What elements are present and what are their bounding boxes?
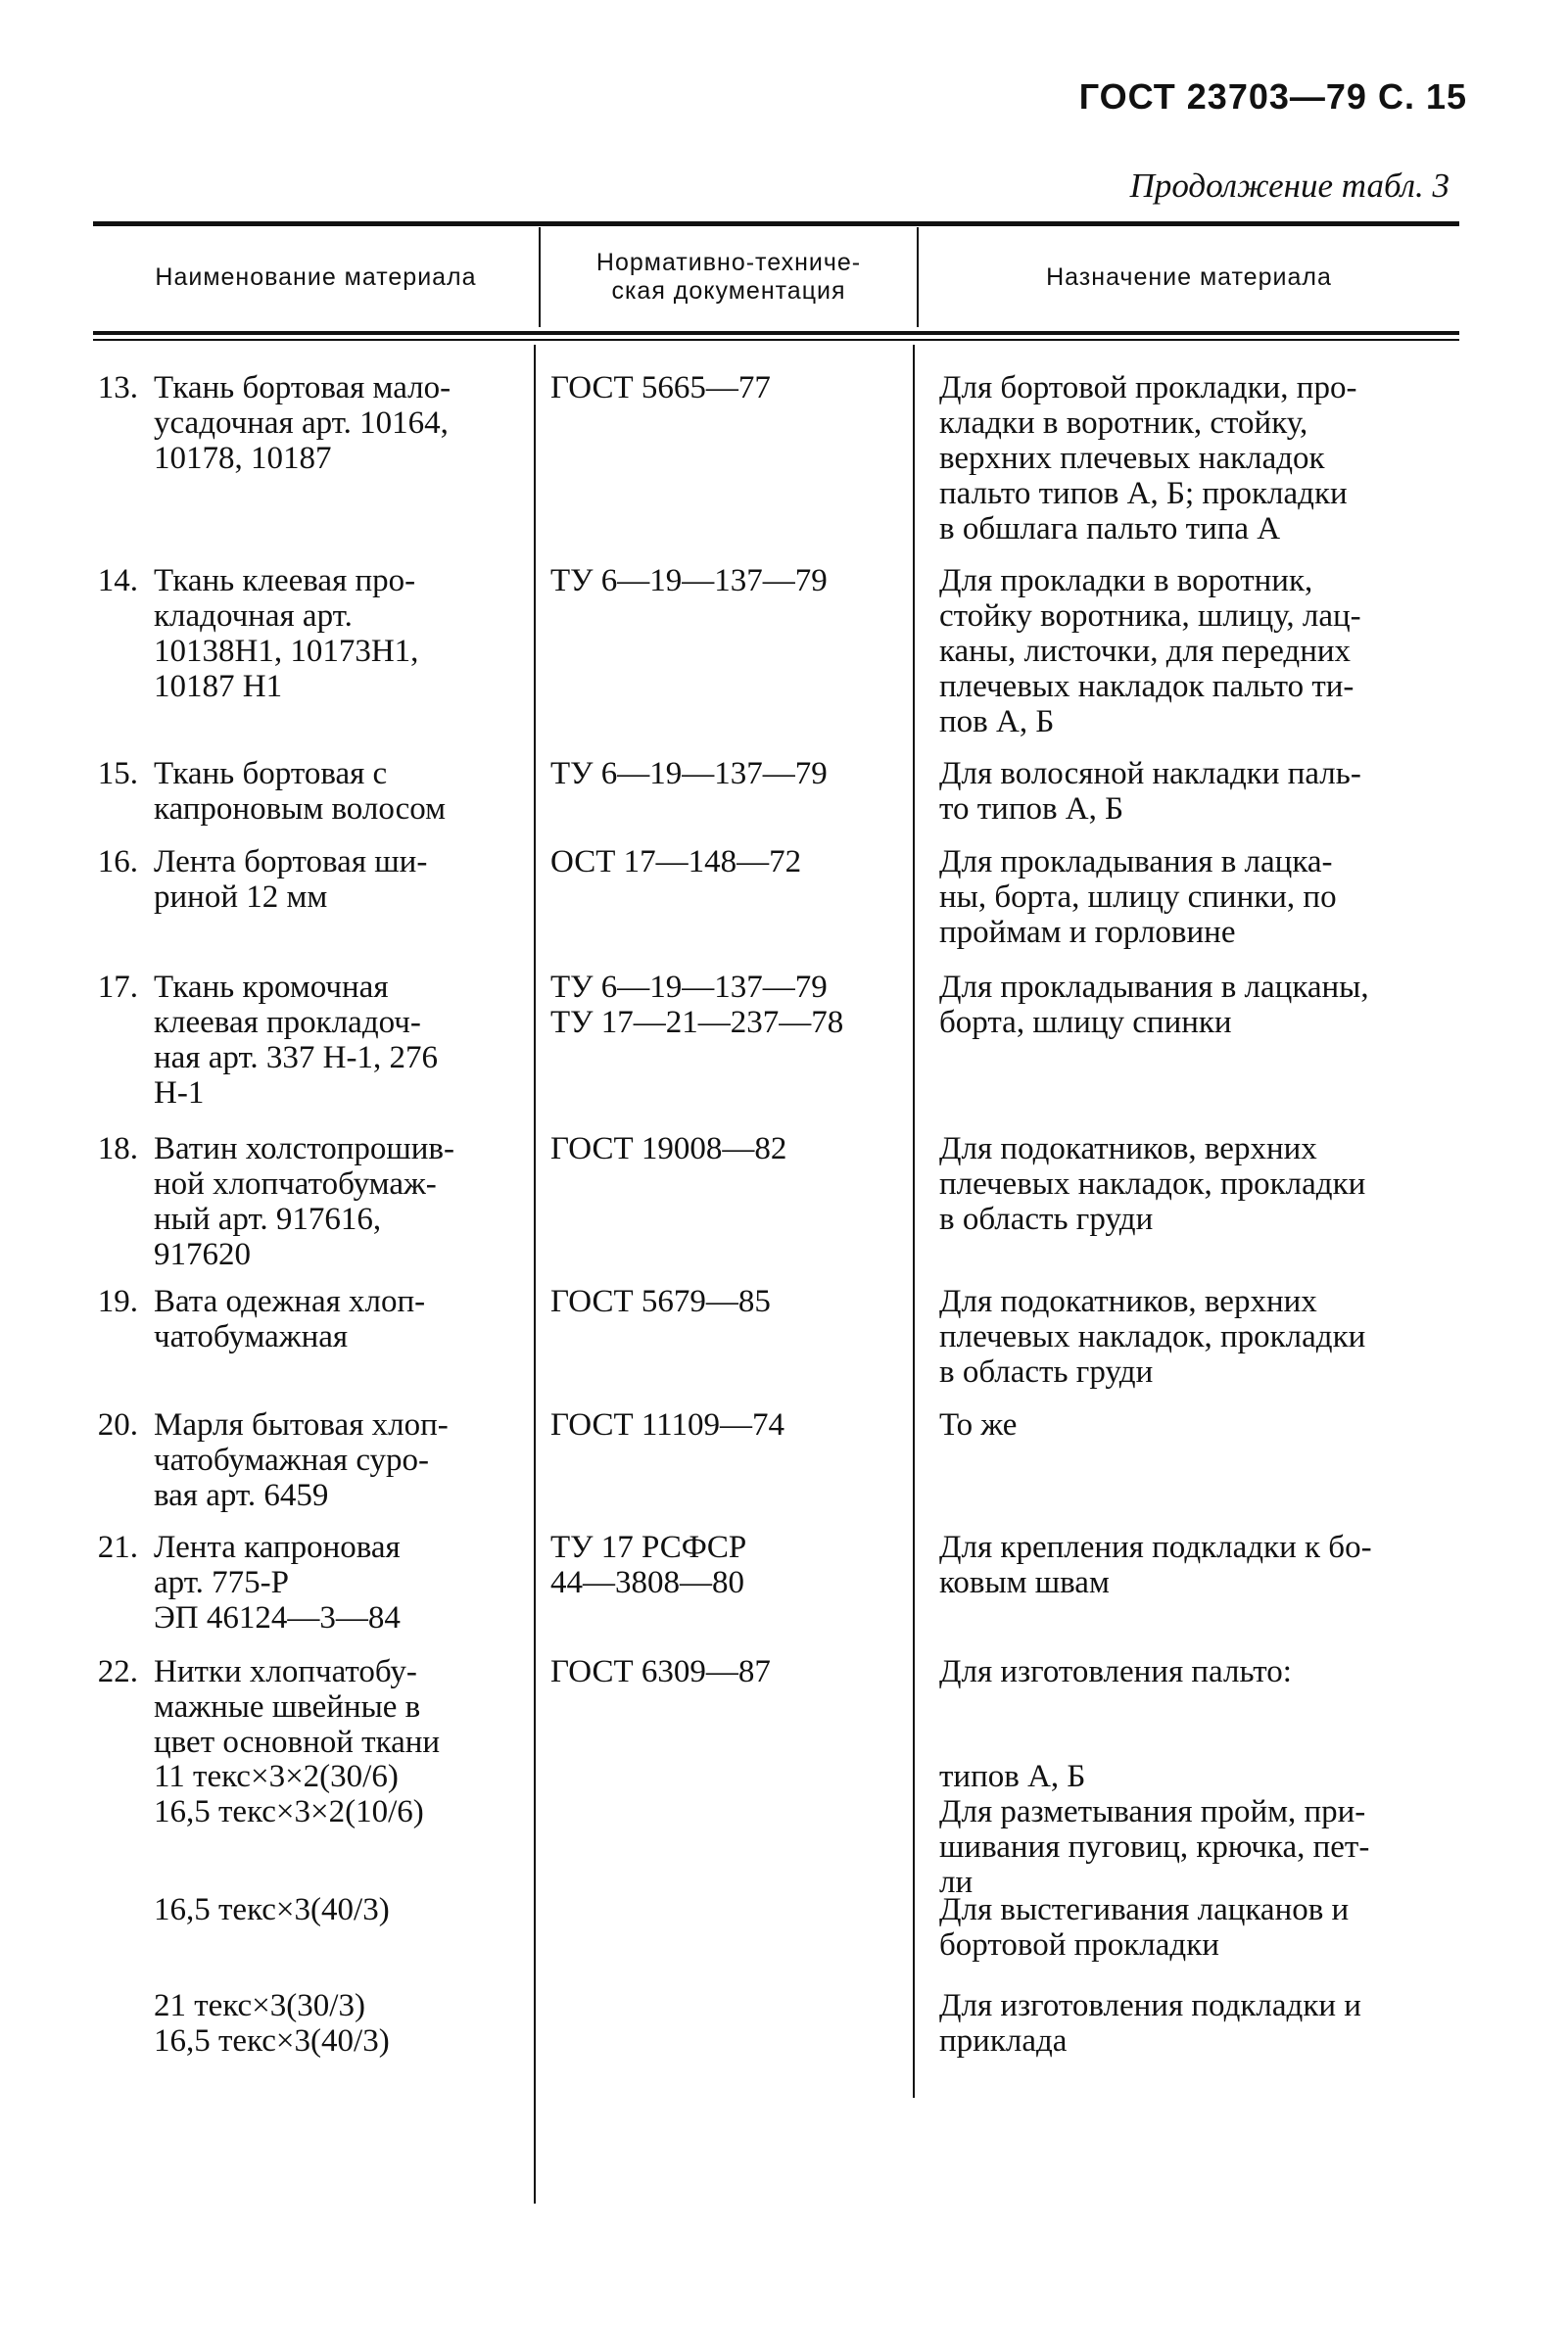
text-line: ЭП 46124—3—84 [154, 1600, 401, 1636]
text-line: Ватин холстопрошив- [154, 1131, 455, 1166]
material-name [154, 1530, 512, 1636]
row-number [91, 756, 138, 791]
text-line: капроновым волосом [154, 791, 447, 827]
text-line: Лента капроновая [154, 1530, 401, 1565]
text-line: борта, шлицу спинки [939, 1005, 1232, 1040]
body-column-divider [913, 345, 915, 2098]
column-header-documentation-text [596, 249, 861, 306]
text-line: Для прокладывания в лацка- [939, 844, 1333, 879]
text-line: 21. [97, 1530, 138, 1565]
text-line: в область груди [939, 1354, 1154, 1390]
text-line: ны, борта, шлицу спинки, по [939, 879, 1337, 915]
row-number [91, 1284, 138, 1319]
text-line: ной хлопчатобумаж- [154, 1166, 437, 1202]
material-name [154, 1284, 512, 1354]
text-line: пальто типов А, Б; прокладки [939, 476, 1348, 511]
text-line: риной 12 мм [154, 879, 328, 915]
thread-spec [154, 1892, 512, 1927]
table-continuation-label: Продолжение табл. 3 [1129, 166, 1449, 205]
document-reference [550, 756, 908, 791]
text-line: Для разметывания пройм, при- [939, 1794, 1366, 1829]
text-line: плечевых накладок, прокладки [939, 1166, 1366, 1202]
text-line: ГОСТ 6309—87 [550, 1654, 771, 1689]
text-line: ТУ 6—19—137—79 [550, 756, 828, 791]
text-line: в область груди [939, 1202, 1154, 1237]
text-line: 10138Н1, 10173Н1, [154, 634, 419, 669]
material-purpose [939, 1284, 1464, 1390]
text-line: Ткань кромочная [154, 970, 389, 1005]
table-top-rule [93, 221, 1459, 226]
text-line: 14. [97, 563, 138, 598]
material-purpose [939, 563, 1464, 739]
text-line: Для выстегивания лацканов и [939, 1892, 1350, 1927]
text-line: Ткань бортовая с [154, 756, 388, 791]
text-line: ный арт. 917616, [154, 1202, 382, 1237]
text-line: Нормативно-техниче- [595, 249, 862, 276]
text-line: кладки в воротник, стойку, [939, 405, 1308, 441]
text-line: ТУ 6—19—137—79 [550, 563, 828, 598]
text-line: пов А, Б [939, 704, 1055, 739]
text-line: Для крепления подкладки к бо- [939, 1530, 1372, 1565]
text-line: 20. [97, 1407, 138, 1443]
column-header-purpose: Назначение материала [1046, 262, 1332, 291]
text-line: Ткань клеевая про- [154, 563, 416, 598]
row-number [91, 563, 138, 598]
text-line: клеевая прокладоч- [154, 1005, 421, 1040]
text-line: вая арт. 6459 [154, 1478, 329, 1513]
row-number [91, 1654, 138, 1689]
text-line: Лента бортовая ши- [154, 844, 428, 879]
text-line: Вата одежная хлоп- [154, 1284, 426, 1319]
text-line: кладочная арт. [154, 598, 353, 634]
text-line: 21 текс×3(30/3) [154, 1988, 365, 2023]
text-line: шивания пуговиц, крючка, пет- [939, 1829, 1370, 1865]
text-line: арт. 775-Р [154, 1565, 289, 1600]
text-line: 19. [97, 1284, 138, 1319]
text-line: ГОСТ 19008—82 [550, 1131, 787, 1166]
material-purpose [939, 1654, 1464, 1689]
text-line: плечевых накладок, прокладки [939, 1319, 1366, 1354]
document-reference [550, 563, 908, 598]
row-number [91, 370, 138, 405]
text-line: верхних плечевых накладок [939, 441, 1325, 476]
document-reference [550, 1654, 908, 1689]
material-purpose [939, 370, 1464, 546]
text-line: ская документация [611, 277, 846, 305]
text-line: стойку воротника, шлицу, лац- [939, 598, 1361, 634]
text-line: 17. [97, 970, 138, 1005]
text-line: Для волосяной накладки паль- [939, 756, 1361, 791]
material-purpose [939, 844, 1464, 950]
text-line: Для подокатников, верхних [939, 1284, 1317, 1319]
material-purpose [939, 756, 1464, 827]
text-line: чатобумажная суро- [154, 1443, 430, 1478]
thread-spec [154, 1759, 512, 1829]
thread-purpose [939, 1759, 1464, 1900]
material-purpose [939, 1530, 1464, 1600]
text-line: Марля бытовая хлоп- [154, 1407, 449, 1443]
text-line: ОСТ 17—148—72 [550, 844, 802, 879]
text-line: Для прокладывания в лацканы, [939, 970, 1369, 1005]
text-line: ТУ 17—21—237—78 [550, 1005, 844, 1040]
text-line: 18. [97, 1131, 138, 1166]
document-reference [550, 370, 908, 405]
text-line: то типов А, Б [939, 791, 1124, 827]
text-line: приклада [939, 2023, 1068, 2059]
text-line: 22. [97, 1654, 138, 1689]
material-purpose [939, 1407, 1464, 1443]
text-line: 917620 [154, 1237, 251, 1272]
text-line: 44—3808—80 [550, 1565, 744, 1600]
header-bottom-rule-thin [93, 339, 1459, 341]
material-name [154, 563, 512, 704]
page-header [0, 76, 1467, 118]
text-line: Для изготовления пальто: [939, 1654, 1292, 1689]
text-line: То же [939, 1407, 1018, 1443]
document-reference [550, 1530, 908, 1600]
text-line: Ткань бортовая мало- [154, 370, 451, 405]
text-line: 16,5 текс×3(40/3) [154, 1892, 390, 1927]
text-line: Нитки хлопчатобу- [154, 1654, 417, 1689]
column-header-material: Наименование материала [155, 262, 477, 291]
material-purpose [939, 970, 1464, 1040]
document-reference [550, 970, 908, 1040]
material-name [154, 970, 512, 1111]
material-name [154, 1131, 512, 1272]
material-name [154, 1654, 512, 1760]
text-line: Для бортовой прокладки, про- [939, 370, 1357, 405]
row-number [91, 1131, 138, 1166]
thread-purpose [939, 1892, 1464, 1963]
material-name [154, 1407, 512, 1513]
document-reference [550, 1131, 908, 1166]
column-header-documentation [541, 227, 917, 327]
text-line: ТУ 17 РСФСР [550, 1530, 747, 1565]
text-line: цвет основной ткани [154, 1725, 441, 1760]
text-line: ли [939, 1865, 974, 1900]
text-line: 16,5 текс×3(40/3) [154, 2023, 390, 2059]
text-line: Для подокатников, верхних [939, 1131, 1317, 1166]
row-number [91, 844, 138, 879]
body-column-divider [534, 345, 536, 2204]
text-line: проймам и горловине [939, 915, 1236, 950]
text-line: чатобумажная [154, 1319, 349, 1354]
thread-purpose [939, 1988, 1464, 2059]
document-reference [550, 1407, 908, 1443]
material-name [154, 844, 512, 915]
text-line: плечевых накладок пальто ти- [939, 669, 1354, 704]
text-line: Для прокладки в воротник, [939, 563, 1313, 598]
header-bottom-rule [93, 331, 1459, 335]
text-line: 13. [97, 370, 138, 405]
text-line: 11 текс×3×2(30/6) [154, 1759, 399, 1794]
row-number [91, 970, 138, 1005]
text-line: бортовой прокладки [939, 1927, 1219, 1963]
text-line: 10187 Н1 [154, 669, 283, 704]
thread-spec [154, 1988, 512, 2059]
text-line: Для изготовления подкладки и [939, 1988, 1361, 2023]
text-line: 16,5 текс×3×2(10/6) [154, 1794, 424, 1829]
page-number: С. 15 [1377, 76, 1467, 117]
material-purpose [939, 1131, 1464, 1237]
text-line: ковым швам [939, 1565, 1110, 1600]
text-line: мажные швейные в [154, 1689, 421, 1725]
text-line: ГОСТ 5665—77 [550, 370, 771, 405]
document-reference [550, 1284, 908, 1319]
row-number [91, 1530, 138, 1565]
text-line: 10178, 10187 [154, 441, 332, 476]
standard-number: ГОСТ 23703—79 [1078, 76, 1367, 117]
text-line: 15. [97, 756, 138, 791]
text-line: 16. [97, 844, 138, 879]
row-number [91, 1407, 138, 1443]
text-line: ГОСТ 5679—85 [550, 1284, 771, 1319]
material-name [154, 756, 512, 827]
text-line: ная арт. 337 Н-1, 276 [154, 1040, 438, 1075]
text-line: ГОСТ 11109—74 [550, 1407, 784, 1443]
text-line: ТУ 6—19—137—79 [550, 970, 828, 1005]
text-line: типов А, Б [939, 1759, 1086, 1794]
text-line: Н-1 [154, 1075, 205, 1111]
text-line: усадочная арт. 10164, [154, 405, 449, 441]
text-line: в обшлага пальто типа А [939, 511, 1281, 546]
material-name [154, 370, 512, 476]
document-reference [550, 844, 908, 879]
text-line: каны, листочки, для передних [939, 634, 1352, 669]
